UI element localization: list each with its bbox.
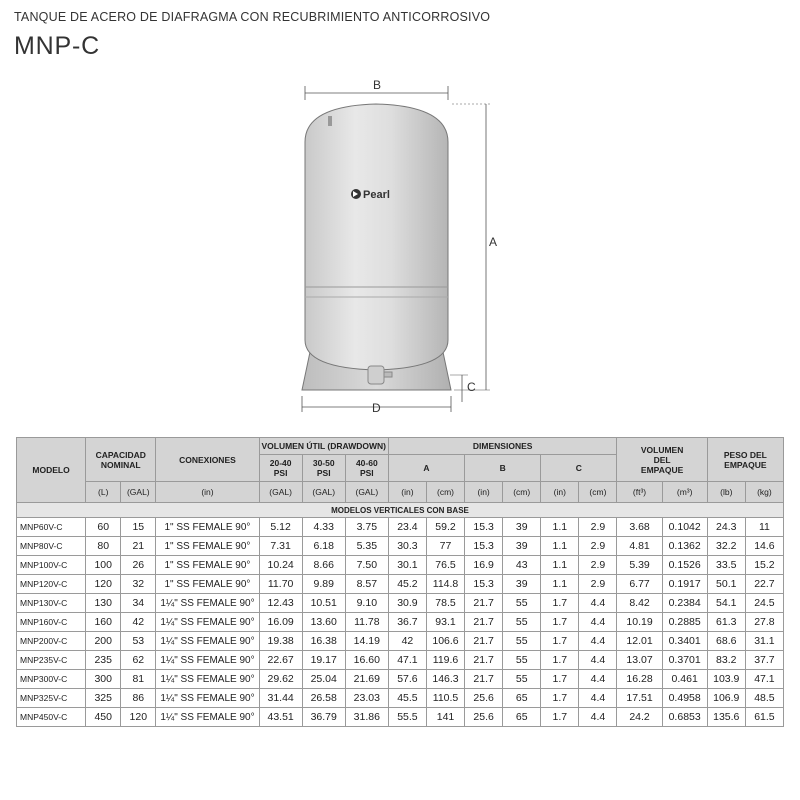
table-cell: 10.24 — [259, 556, 302, 575]
table-cell: 2.9 — [579, 537, 617, 556]
dim-d-label: D — [372, 401, 381, 415]
table-cell: 110.5 — [426, 689, 464, 708]
table-cell: 325 — [86, 689, 121, 708]
table-cell: 25.6 — [465, 689, 503, 708]
table-cell: 103.9 — [707, 670, 745, 689]
table-cell: 24.5 — [745, 594, 783, 613]
col-conexiones: CONEXIONES — [156, 438, 259, 482]
table-cell: 3.75 — [345, 518, 388, 537]
table-cell: 23.03 — [345, 689, 388, 708]
model-cell: MNP200V-C — [17, 632, 86, 651]
table-cell: 19.38 — [259, 632, 302, 651]
table-row — [17, 632, 784, 651]
table-cell: 77 — [426, 537, 464, 556]
table-cell: 4.4 — [579, 689, 617, 708]
table-cell: 22.7 — [745, 575, 783, 594]
table-cell: 200 — [86, 632, 121, 651]
table-cell: 1¼" SS FEMALE 90° — [156, 670, 259, 689]
table-cell: 61.5 — [745, 708, 783, 727]
table-cell: 57.6 — [388, 670, 426, 689]
table-cell: 39 — [503, 518, 541, 537]
table-cell: 106.6 — [426, 632, 464, 651]
unit-cell: (cm) — [426, 482, 464, 503]
unit-cell: (cm) — [579, 482, 617, 503]
table-cell: 12.01 — [617, 632, 662, 651]
table-cell: 130 — [86, 594, 121, 613]
table-cell: 1¼" SS FEMALE 90° — [156, 594, 259, 613]
table-cell: 62 — [121, 651, 156, 670]
table-cell: 45.5 — [388, 689, 426, 708]
table-cell: 1" SS FEMALE 90° — [156, 575, 259, 594]
table-cell: 141 — [426, 708, 464, 727]
table-cell: 43 — [503, 556, 541, 575]
model-cell: MNP60V-C — [17, 518, 86, 537]
table-cell: 1¼" SS FEMALE 90° — [156, 651, 259, 670]
table-cell: 17.51 — [617, 689, 662, 708]
table-cell: 6.77 — [617, 575, 662, 594]
table-cell: 16.09 — [259, 613, 302, 632]
table-cell: 146.3 — [426, 670, 464, 689]
table-cell: 1.1 — [541, 537, 579, 556]
table-cell: 86 — [121, 689, 156, 708]
table-cell: 0.1362 — [662, 537, 707, 556]
table-cell: 11.70 — [259, 575, 302, 594]
table-cell: 24.2 — [617, 708, 662, 727]
table-cell: 25.04 — [302, 670, 345, 689]
table-cell: 1" SS FEMALE 90° — [156, 556, 259, 575]
model-cell: MNP235V-C — [17, 651, 86, 670]
unit-cell: (in) — [388, 482, 426, 503]
table-row — [17, 518, 784, 537]
table-cell: 1¼" SS FEMALE 90° — [156, 689, 259, 708]
table-cell: 4.81 — [617, 537, 662, 556]
unit-cell: (ft³) — [617, 482, 662, 503]
table-cell: 15.3 — [465, 575, 503, 594]
table-cell: 29.62 — [259, 670, 302, 689]
table-cell: 33.5 — [707, 556, 745, 575]
table-cell: 119.6 — [426, 651, 464, 670]
table-cell: 48.5 — [745, 689, 783, 708]
table-cell: 2.9 — [579, 575, 617, 594]
table-cell: 36.79 — [302, 708, 345, 727]
table-cell: 32.2 — [707, 537, 745, 556]
table-cell: 0.1917 — [662, 575, 707, 594]
table-cell: 15.3 — [465, 537, 503, 556]
table-cell: 54.1 — [707, 594, 745, 613]
brand-label: Pearl — [363, 189, 390, 201]
table-cell: 1.7 — [541, 689, 579, 708]
table-cell: 5.12 — [259, 518, 302, 537]
table-cell: 4.4 — [579, 670, 617, 689]
table-cell: 65 — [503, 689, 541, 708]
table-row — [17, 537, 784, 556]
table-cell: 120 — [121, 708, 156, 727]
model-cell: MNP120V-C — [17, 575, 86, 594]
table-cell: 4.4 — [579, 632, 617, 651]
table-cell: 32 — [121, 575, 156, 594]
col-volumen: VOLUMEN ÚTIL (DRAWDOWN) — [259, 438, 388, 455]
table-row — [17, 594, 784, 613]
dim-b-label: B — [373, 78, 382, 92]
table-cell: 13.07 — [617, 651, 662, 670]
table-cell: 24.3 — [707, 518, 745, 537]
table-cell: 53 — [121, 632, 156, 651]
table-cell: 1.1 — [541, 575, 579, 594]
table-cell: 8.42 — [617, 594, 662, 613]
model-cell: MNP450V-C — [17, 708, 86, 727]
unit-cell: (L) — [86, 482, 121, 503]
col-a: A — [388, 455, 464, 482]
table-cell: 7.31 — [259, 537, 302, 556]
table-cell: 1¼" SS FEMALE 90° — [156, 708, 259, 727]
table-cell: 42 — [121, 613, 156, 632]
table-cell: 93.1 — [426, 613, 464, 632]
table-cell: 1.7 — [541, 613, 579, 632]
col-c: C — [541, 455, 617, 482]
model-cell: MNP300V-C — [17, 670, 86, 689]
table-cell: 21.7 — [465, 613, 503, 632]
table-cell: 21.7 — [465, 594, 503, 613]
table-row — [17, 708, 784, 727]
table-cell: 0.3701 — [662, 651, 707, 670]
table-cell: 21 — [121, 537, 156, 556]
table-cell: 235 — [86, 651, 121, 670]
table-cell: 1.7 — [541, 708, 579, 727]
table-cell: 11.78 — [345, 613, 388, 632]
table-cell: 11 — [745, 518, 783, 537]
page-title: MNP-C — [14, 32, 100, 60]
table-body — [17, 503, 784, 727]
table-cell: 34 — [121, 594, 156, 613]
table-cell: 68.6 — [707, 632, 745, 651]
table-cell: 114.8 — [426, 575, 464, 594]
table-cell: 16.38 — [302, 632, 345, 651]
spec-table — [16, 437, 784, 727]
table-cell: 30.3 — [388, 537, 426, 556]
table-cell: 65 — [503, 708, 541, 727]
table-cell: 0.2885 — [662, 613, 707, 632]
table-cell: 43.51 — [259, 708, 302, 727]
table-cell: 1" SS FEMALE 90° — [156, 537, 259, 556]
table-cell: 15 — [121, 518, 156, 537]
table-cell: 25.6 — [465, 708, 503, 727]
table-cell: 37.7 — [745, 651, 783, 670]
table-cell: 16.28 — [617, 670, 662, 689]
table-cell: 1" SS FEMALE 90° — [156, 518, 259, 537]
table-cell: 1.7 — [541, 594, 579, 613]
table-cell: 4.4 — [579, 594, 617, 613]
table-row — [17, 556, 784, 575]
table-cell: 76.5 — [426, 556, 464, 575]
table-cell: 14.19 — [345, 632, 388, 651]
table-cell: 1.1 — [541, 518, 579, 537]
table-cell: 0.461 — [662, 670, 707, 689]
table-cell: 135.6 — [707, 708, 745, 727]
table-cell: 21.7 — [465, 670, 503, 689]
table-cell: 55 — [503, 594, 541, 613]
table-cell: 5.35 — [345, 537, 388, 556]
table-cell: 39 — [503, 537, 541, 556]
table-cell: 2.9 — [579, 518, 617, 537]
table-cell: 9.89 — [302, 575, 345, 594]
table-cell: 60 — [86, 518, 121, 537]
table-cell: 61.3 — [707, 613, 745, 632]
units-row — [17, 482, 784, 503]
table-cell: 0.6853 — [662, 708, 707, 727]
table-cell: 10.19 — [617, 613, 662, 632]
unit-cell: (in) — [465, 482, 503, 503]
unit-cell: (in) — [541, 482, 579, 503]
table-row — [17, 651, 784, 670]
table-cell: 8.66 — [302, 556, 345, 575]
table-cell: 83.2 — [707, 651, 745, 670]
table-cell: 0.4958 — [662, 689, 707, 708]
table-cell: 300 — [86, 670, 121, 689]
table-cell: 16.60 — [345, 651, 388, 670]
group-label: MODELOS VERTICALES CON BASE — [17, 503, 784, 518]
col-peso: PESO DEL EMPAQUE — [707, 438, 783, 482]
unit-cell: (GAL) — [345, 482, 388, 503]
table-cell: 50.1 — [707, 575, 745, 594]
model-cell: MNP80V-C — [17, 537, 86, 556]
table-cell: 13.60 — [302, 613, 345, 632]
table-cell: 55 — [503, 632, 541, 651]
table-cell: 1.7 — [541, 670, 579, 689]
col-empaque: VOLUMEN DEL EMPAQUE — [617, 438, 707, 482]
table-cell: 0.2384 — [662, 594, 707, 613]
col-b: B — [465, 455, 541, 482]
model-cell: MNP130V-C — [17, 594, 86, 613]
table-cell: 4.33 — [302, 518, 345, 537]
unit-cell: (GAL) — [302, 482, 345, 503]
table-cell: 30.1 — [388, 556, 426, 575]
table-cell: 55.5 — [388, 708, 426, 727]
table-cell: 80 — [86, 537, 121, 556]
group-row — [17, 503, 784, 518]
table-cell: 450 — [86, 708, 121, 727]
table-cell: 1.1 — [541, 556, 579, 575]
model-cell: MNP160V-C — [17, 613, 86, 632]
table-cell: 31.86 — [345, 708, 388, 727]
table-cell: 15.3 — [465, 518, 503, 537]
bottom-fitting — [368, 366, 384, 384]
table-cell: 4.4 — [579, 613, 617, 632]
table-row — [17, 613, 784, 632]
table-cell: 27.8 — [745, 613, 783, 632]
table-cell: 8.57 — [345, 575, 388, 594]
table-cell: 30.9 — [388, 594, 426, 613]
table-cell: 21.69 — [345, 670, 388, 689]
unit-cell: (lb) — [707, 482, 745, 503]
unit-cell: (cm) — [503, 482, 541, 503]
table-cell: 45.2 — [388, 575, 426, 594]
unit-cell: (kg) — [745, 482, 783, 503]
table-cell: 4.4 — [579, 651, 617, 670]
table-cell: 100 — [86, 556, 121, 575]
table-cell: 26.58 — [302, 689, 345, 708]
model-cell: MNP325V-C — [17, 689, 86, 708]
table-cell: 21.7 — [465, 632, 503, 651]
unit-cell: (in) — [156, 482, 259, 503]
col-v1: 20-40 PSI — [259, 455, 302, 482]
col-v2: 30-50 PSI — [302, 455, 345, 482]
table-cell: 1¼" SS FEMALE 90° — [156, 632, 259, 651]
table-cell: 15.2 — [745, 556, 783, 575]
table-cell: 16.9 — [465, 556, 503, 575]
table-cell: 1.7 — [541, 651, 579, 670]
col-modelo: MODELO — [17, 438, 86, 503]
table-cell: 9.10 — [345, 594, 388, 613]
table-cell: 7.50 — [345, 556, 388, 575]
table-cell: 0.3401 — [662, 632, 707, 651]
table-cell: 78.5 — [426, 594, 464, 613]
table-cell: 23.4 — [388, 518, 426, 537]
table-cell: 55 — [503, 670, 541, 689]
table-cell: 47.1 — [388, 651, 426, 670]
table-row — [17, 575, 784, 594]
table-cell: 0.1042 — [662, 518, 707, 537]
table-cell: 1.7 — [541, 632, 579, 651]
unit-cell: (GAL) — [121, 482, 156, 503]
table-cell: 47.1 — [745, 670, 783, 689]
unit-cell: (GAL) — [259, 482, 302, 503]
unit-cell: (m³) — [662, 482, 707, 503]
table-cell: 19.17 — [302, 651, 345, 670]
table-cell: 120 — [86, 575, 121, 594]
table-cell: 22.67 — [259, 651, 302, 670]
page-subtitle: TANQUE DE ACERO DE DIAFRAGMA CON RECUBRIMIENTO ANTICORROSIVO — [14, 10, 491, 24]
table-cell: 106.9 — [707, 689, 745, 708]
table-cell: 21.7 — [465, 651, 503, 670]
table-cell: 36.7 — [388, 613, 426, 632]
col-capacidad: CAPACIDAD NOMINAL — [86, 438, 156, 482]
table-cell: 4.4 — [579, 708, 617, 727]
dim-a-label: A — [489, 235, 498, 249]
table-cell: 31.1 — [745, 632, 783, 651]
table-cell: 1¼" SS FEMALE 90° — [156, 613, 259, 632]
table-cell: 3.68 — [617, 518, 662, 537]
col-dimensiones: DIMENSIONES — [388, 438, 617, 455]
table-cell: 39 — [503, 575, 541, 594]
table-cell: 14.6 — [745, 537, 783, 556]
table-cell: 55 — [503, 613, 541, 632]
table-cell: 81 — [121, 670, 156, 689]
table-cell: 160 — [86, 613, 121, 632]
table-cell: 6.18 — [302, 537, 345, 556]
model-cell: MNP100V-C — [17, 556, 86, 575]
dim-c-label: C — [467, 380, 476, 394]
table-cell: 10.51 — [302, 594, 345, 613]
table-cell: 42 — [388, 632, 426, 651]
table-cell: 0.1526 — [662, 556, 707, 575]
table-cell: 2.9 — [579, 556, 617, 575]
table-cell: 59.2 — [426, 518, 464, 537]
table-cell: 31.44 — [259, 689, 302, 708]
table-cell: 5.39 — [617, 556, 662, 575]
table-cell: 12.43 — [259, 594, 302, 613]
col-v3: 40-60 PSI — [345, 455, 388, 482]
table-row — [17, 670, 784, 689]
tank-body — [305, 104, 448, 370]
table-row — [17, 689, 784, 708]
table-cell: 26 — [121, 556, 156, 575]
table-cell: 55 — [503, 651, 541, 670]
